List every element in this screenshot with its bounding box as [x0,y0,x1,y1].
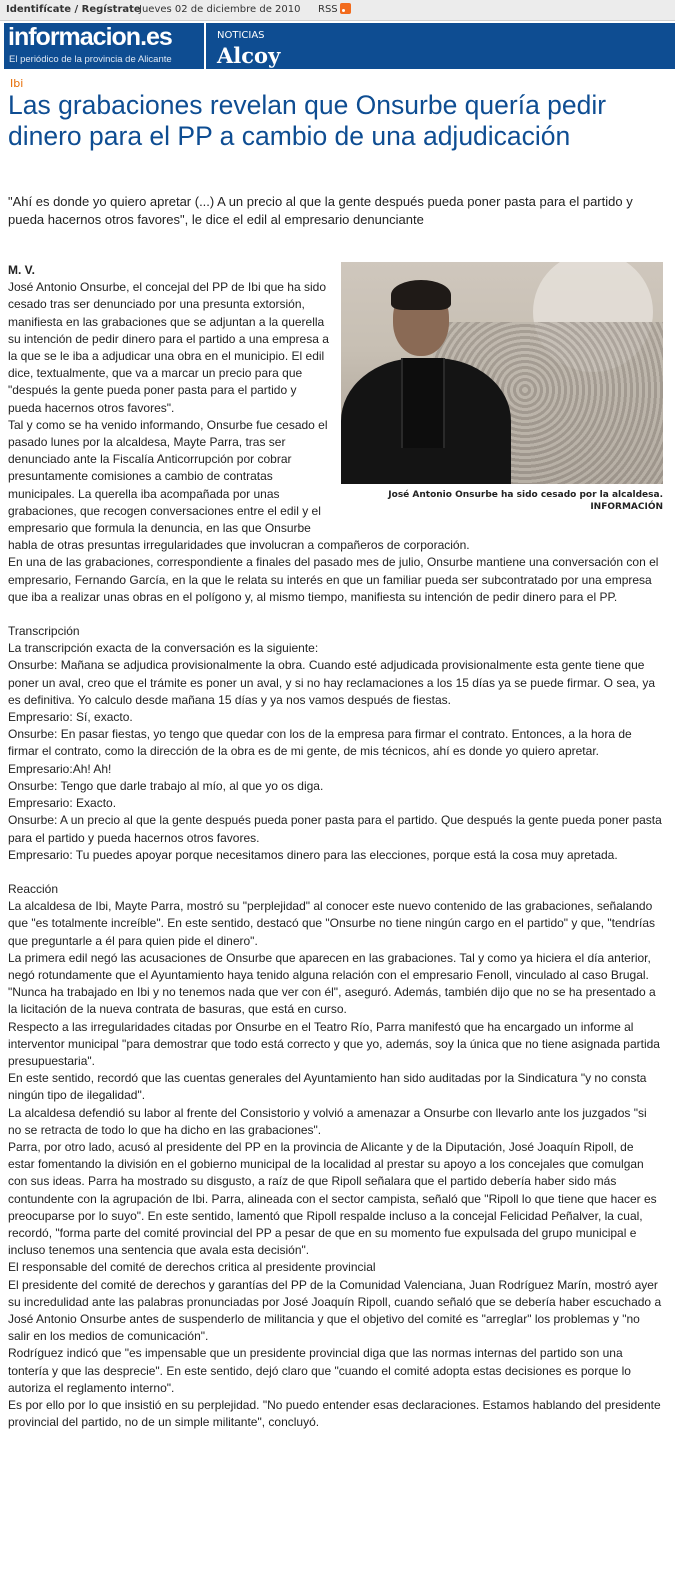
article-body [8,262,663,1431]
article-paragraph: El presidente del comité de derechos y garantías del PP de la Comunidad Valenciana, Juan Rodríguez Marín, mostró ayer su incredulidad ante las palabras pronunciadas por José Joaquín Ripoll, cuando señaló que se debería haber escuchado a José Antonio Onsurbe antes de suspenderlo de militancia y que el objetivo del comité es "arreglar" los problemas y "no salir en los medios de comunicación". [8,1277,662,1344]
article-paragraph: En una de las grabaciones, correspondiente a finales del pasado mes de julio, Onsurbe mantiene una conversación con el empresario, Fernando García, en la que le relata su interés en que un familiar pueda ser subcontratado por una empresa que iba a realizar unas obras en el polígono y, al mismo tiempo, manifiesta su intención de pedir dinero para el PP. [8,555,659,604]
section-header [206,23,675,69]
photo-caption-text: José Antonio Onsurbe ha sido cesado por la alcaldesa. [388,490,663,500]
article-paragraph: Empresario: Tu puedes apoyar porque necesitamos dinero para las elecciones, porque está la cosa muy apretada. [8,847,618,862]
article-paragraph: Onsurbe: A un precio al que la gente después pueda poner pasta para el partido. Que después la gente pueda poner pasta para el partido y pueda hacernos otros favores. [8,813,662,845]
article-photo[interactable] [341,262,663,484]
photo-caption [341,489,663,513]
article-kicker[interactable]: Ibi [10,77,24,90]
current-date: Jueves 02 de diciembre de 2010 [139,4,301,15]
masthead [0,21,675,71]
article-figure [341,262,663,513]
article-paragraph: En este sentido, recordó que las cuentas generales del Ayuntamiento han sido auditadas por la Sindicatura "y no consta ningún tipo de ilegalidad". [8,1071,647,1103]
photo-credit: INFORMACIÓN [590,502,663,512]
article-paragraph: Onsurbe: En pasar fiestas, yo tengo que quedar con los de la empresa para firmar el contrato. Entonces, a la hora de firmar el contrato, como la dirección de la obra es de mi gente, de mis técnicos, ahí es donde yo quiero apretar. [8,727,632,759]
article-paragraph: La primera edil negó las acusaciones de Onsurbe que aparecen en las grabaciones. Tal y como ya hiciera el día anterior, negó rotundamente que el Ayuntamiento haya tenido alguna relación con el empresario Fenoll, vinculado al caso Brugal. "Nunca ha trabajado en Ibi y no tenemos nada que ver con él", aseguró. Además, también dijo que no se ha presentado a la licitación de la nueva contrata de basuras, que está en curso. [8,950,656,1017]
article-paragraph: Onsurbe: Mañana se adjudica provisionalmente la obra. Cuando esté adjudicada provisionalmente esta gente tiene que poner un aval, creo que el trámite es poner un aval, y si no hay reclamaciones a los 15 días ya se puede firmar. O sea, ya es definitiva. Yo calculo desde mañana 15 días y ya nos vamos después de fiestas. [8,658,656,707]
article-paragraph: Empresario: Exacto. [8,796,117,811]
rss-link[interactable] [318,0,351,20]
article-paragraph: José Antonio Onsurbe, el concejal del PP de Ibi que ha sido cesado tras ser denunciado por una presunta extorsión, manifiesta en las grabaciones que se adjuntan a la querella su intención de pedir dinero para el partido a una empresa a la que se le iba a adjudicar una obra en el municipio. El edil dice, textualmente, que va a marcar un precio para que "después la gente pueda poner pasta para el partido y pueda hacernos otros favores". [8,280,329,415]
photo-person-shirt [401,358,445,448]
logo-slogan: El periódico de la provincia de Alicante [9,54,172,65]
article-byline: M. V. [8,263,35,277]
article-paragraph: Empresario:Ah! Ah! [8,761,112,776]
article-paragraph: Empresario: Sí, exacto. [8,710,133,725]
article-headline: Las grabaciones revelan que Onsurbe quería pedir dinero para el PP a cambio de una adjudicación [8,90,607,151]
article-paragraph: Rodríguez indicó que "es impensable que un presidente provincial diga que las normas internas del partido son una tontería y que las desprecie". En este sentido, dejó claro que "cuando el comité adopta estas decisiones es porque lo autoriza el reglamento interno". [8,1346,631,1395]
article-paragraph: Es por ello por lo que insistió en su perplejidad. "No puedo entender esas declaraciones. Estamos hablando del presidente provincial del partido, no de un simple militante", concluyó. [8,1398,661,1430]
paragraph-spacer [8,606,663,623]
register-link[interactable]: Regístrate [81,4,141,15]
site-logo[interactable] [4,23,204,69]
rss-icon [340,3,351,14]
links-separator: / [71,4,82,15]
paragraph-spacer [8,864,663,881]
account-links [6,0,141,20]
photo-person-hair [391,280,451,310]
article-paragraph: El responsable del comité de derechos critica al presidente provincial [8,1260,376,1275]
article-paragraph: Transcripción [8,624,80,639]
section-label[interactable]: NOTICIAS [217,30,265,41]
login-link[interactable]: Identifícate [6,4,72,15]
article-paragraph: Respecto a las irregularidades citadas por Onsurbe en el Teatro Río, Parra manifestó que ha encargado un informe al interventor municipal "para demostrar que todo está correcto y que yo, además, soy la única que no tiene asignada partida presupuestaria". [8,1019,660,1068]
article-paragraph: La alcaldesa de Ibi, Mayte Parra, mostró su "perplejidad" al conocer este nuevo contenido de las grabaciones, señalando que "es totalmente increíble". En este sentido, destacó que "Onsurbe no tiene ningún cargo en el partido" y que, "tendrías que preguntarle a él para quien pide el dinero". [8,899,656,948]
top-bar [0,0,675,21]
article-paragraph: Parra, por otro lado, acusó al presidente del PP en la provincia de Alicante y de la Diputación, José Joaquín Ripoll, de estar fomentando la división en el gobierno municipal de la localidad al prestar su apoyo a los concejales que comulgan con sus ideas. Parra ha mostrado su disgusto, a raíz de que Ripoll señalara que el partido debería haber sido más contundente con la agrupación de Ibi. Parra, alineada con el sector campista, señaló que "Ripoll lo que tiene que hacer es preocuparse por lo suyo". En este sentido, lamentó que Ripoll respalde incluso a la concejal Felicidad Peñalver, la cual, recordó, "forma parte del comité provincial del PP a pesar de que en su momento fue expulsada del grupo municipal e incluso tenemos una sentencia que avala esta decisión". [8,1139,657,1258]
section-city[interactable]: Alcoy [217,43,281,68]
logo-name: informacion.es [8,23,172,51]
article-paragraph: Tal y como se ha venido informando, Onsurbe fue cesado el pasado lunes por la alcaldesa, Mayte Parra, tras ser denunciado ante la Fiscalía Anticorrupción por cobrar presuntamente comisiones a cambio de contratas municipales. La querella iba acompañada por unas grabaciones, que recogen conversaciones entre el edil y el empresario que formula la denuncia, en las que Onsurbe habla de otras presuntas irregularidades que involucran a compañeros de corporación. [8,417,470,553]
article-subhead: "Ahí es donde yo quiero apretar (...) A un precio al que la gente después pueda poner pasta para el partido y pueda hacernos otros favores", le dice el edil al empresario denunciante [8,194,633,227]
article-paragraph: Reacción [8,881,59,896]
rss-label: RSS [318,4,338,15]
article-paragraph: La transcripción exacta de la conversación es la siguiente: [8,641,319,656]
article-paragraph: Onsurbe: Tengo que darle trabajo al mío, al que yo os diga. [8,778,324,793]
article-paragraph: La alcaldesa defendió su labor al frente del Consistorio y volvió a amenazar a Onsurbe con llevarlo ante los juzgados "si no se retracta de todo lo que ha dicho en las grabaciones". [8,1105,647,1137]
